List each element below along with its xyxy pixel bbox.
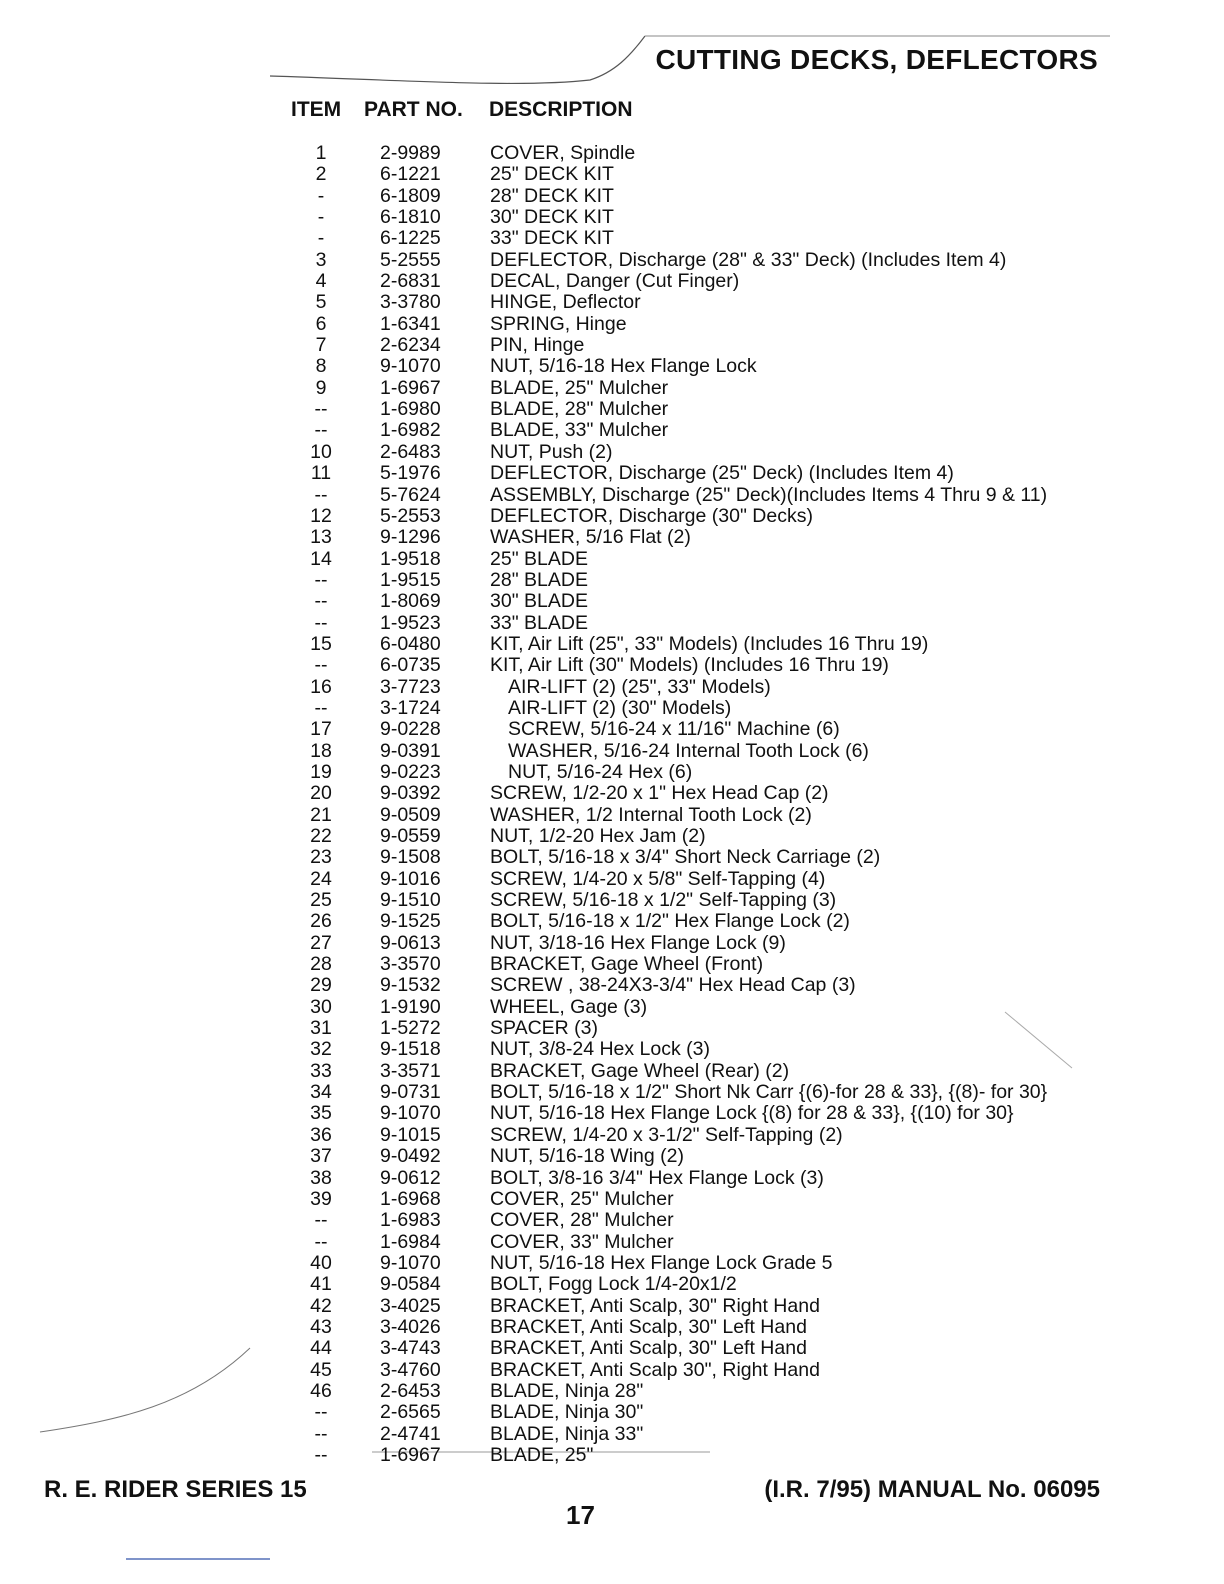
item-number: 29 [310,974,332,997]
item-number: 10 [310,440,332,463]
part-number: 6-1810 [380,206,441,229]
table-row [0,890,1224,911]
part-number: 5-2555 [380,248,441,271]
part-description: AIR-LIFT (2) (25", 33" Models) [508,675,771,698]
table-row [0,271,1224,292]
part-description: NUT, 5/16-18 Wing (2) [490,1145,684,1168]
part-description: NUT, 1/2-20 Hex Jam (2) [490,825,706,847]
item-number: 11 [310,462,332,485]
table-row [0,762,1224,783]
table-row [0,719,1224,740]
part-number: 1-8069 [380,590,441,613]
part-number: 1-6984 [380,1230,441,1253]
part-description: AIR-LIFT (2) (30" Models) [508,696,732,719]
table-row [0,1338,1224,1359]
item-number: 27 [310,931,332,954]
item-number: -- [314,654,328,677]
table-row [0,1146,1224,1167]
item-number: 25 [310,889,332,912]
table-row [0,250,1224,271]
table-row [0,485,1224,506]
part-description: SCREW, 1/4-20 x 3-1/2" Self-Tapping (2) [490,1123,843,1146]
part-number: 6-1225 [380,227,441,250]
part-description: BLADE, 25" Mulcher [490,376,669,399]
table-row [0,975,1224,996]
part-number: 9-1525 [380,910,441,933]
part-number: 3-3570 [380,953,441,976]
part-number: 6-0480 [380,632,441,655]
item-number: -- [314,419,328,442]
part-number: 3-7723 [380,675,441,698]
item-number: -- [314,1443,328,1466]
part-description: BRACKET, Gage Wheel (Front) [490,953,764,976]
item-number: 4 [315,270,327,293]
item-number: -- [314,1401,328,1424]
item-number: 31 [310,1017,332,1040]
table-row [0,186,1224,207]
part-number: 5-7624 [380,483,441,506]
part-description: BOLT, 5/16-18 x 1/2" Short Nk Carr {(6)-for 28 & 33}, {(8)- for 30} [490,1081,1048,1104]
part-description: BLADE, Ninja 28" [490,1379,644,1402]
table-row [0,591,1224,612]
table-row [0,826,1224,847]
table-row [0,783,1224,804]
item-number: 30 [310,995,332,1018]
part-description: BOLT, 5/16-18 x 3/4" Short Neck Carriage (2) [490,846,881,869]
part-description: WASHER, 1/2 Internal Tooth Lock (2) [490,803,812,826]
table-row [0,613,1224,634]
part-number: 1-9523 [380,611,441,634]
part-number: 9-0509 [380,803,441,826]
part-description: BLADE, Ninja 33" [490,1422,644,1445]
part-description: NUT, 5/16-24 Hex (6) [508,760,693,783]
item-number: 7 [315,334,327,357]
item-number: -- [314,1209,328,1232]
item-number: 28 [310,953,332,976]
part-number: 9-0731 [380,1081,441,1104]
item-number: 9 [315,376,327,399]
table-row [0,292,1224,313]
part-description: 30" BLADE [490,590,588,613]
item-number: 18 [310,739,332,762]
part-description: BOLT, 3/8-16 3/4" Hex Flange Lock (3) [490,1166,824,1189]
part-number: 1-6967 [380,376,441,399]
part-description: 33" DECK KIT [490,227,614,250]
part-number: 3-4025 [380,1294,441,1317]
part-description: BRACKET, Anti Scalp, 30" Right Hand [490,1294,820,1317]
item-number: 43 [310,1315,332,1338]
item-number: 35 [310,1102,332,1125]
part-description: BRACKET, Anti Scalp, 30" Left Hand [490,1315,807,1338]
part-number: 3-3780 [380,291,441,314]
part-description: SCREW , 38-24X3-3/4" Hex Head Cap (3) [490,974,856,997]
table-row [0,442,1224,463]
item-number: 12 [310,504,332,527]
part-description: KIT, Air Lift (25", 33" Models) (Includes 16 Thru 19) [490,632,929,655]
table-row [0,506,1224,527]
table-row [0,1168,1224,1189]
part-description: NUT, 5/16-18 Hex Flange Lock [490,355,757,378]
part-number: 6-1809 [380,184,441,207]
column-headers [0,98,1224,126]
part-description: BRACKET, Anti Scalp 30", Right Hand [490,1358,820,1381]
part-number: 9-1015 [380,1123,441,1146]
part-description: SCREW, 1/2-20 x 1" Hex Head Cap (2) [490,782,829,805]
part-description: DEFLECTOR, Discharge (28" & 33" Deck) (Includes Item 4) [490,248,1007,271]
header-description: DESCRIPTION [489,98,633,121]
table-row [0,1253,1224,1274]
footer-manual-number: (I.R. 7/95) MANUAL No. 06095 [764,1476,1100,1503]
table-row [0,655,1224,676]
part-description: NUT, 5/16-18 Hex Flange Lock {(8) for 28 & 33}, {(10) for 30} [490,1102,1014,1125]
part-description: 33" BLADE [490,611,588,634]
part-description: BOLT, Fogg Lock 1/4-20x1/2 [490,1273,737,1296]
part-number: 3-4743 [380,1337,441,1360]
table-row [0,420,1224,441]
part-number: 9-1518 [380,1038,441,1061]
item-number: -- [314,1230,328,1253]
table-row [0,1125,1224,1146]
table-row [0,228,1224,249]
table-row [0,356,1224,377]
part-description: BOLT, 5/16-18 x 1/2" Hex Flange Lock (2) [490,910,850,933]
table-row [0,1317,1224,1338]
part-number: 9-1296 [380,526,441,549]
part-number: 1-9515 [380,568,441,591]
table-row [0,549,1224,570]
table-row [0,847,1224,868]
part-description: SCREW, 1/4-20 x 5/8" Self-Tapping (4) [490,867,826,890]
part-number: 5-1976 [380,462,441,485]
part-description: KIT, Air Lift (30" Models) (Includes 16 Thru 19) [490,654,889,677]
table-row [0,698,1224,719]
table-row [0,1402,1224,1423]
table-row [0,1103,1224,1124]
table-row [0,1018,1224,1039]
table-row [0,143,1224,164]
table-row [0,741,1224,762]
part-description: SPACER (3) [490,1017,598,1040]
part-description: HINGE, Deflector [490,291,641,314]
table-row [0,1210,1224,1231]
item-number: 13 [310,526,332,549]
item-number: 8 [315,355,327,378]
part-description: BRACKET, Anti Scalp, 30" Left Hand [490,1337,807,1360]
part-number: 9-0584 [380,1273,441,1296]
table-row [0,1296,1224,1317]
footer-series: R. E. RIDER SERIES 15 [44,1476,307,1503]
part-number: 9-1070 [380,355,441,378]
item-number: 32 [310,1038,332,1061]
table-row [0,335,1224,356]
part-description: WASHER, 5/16-24 Internal Tooth Lock (6) [508,739,869,762]
part-number: 2-6234 [380,334,441,357]
item-number: 17 [310,718,332,741]
part-number: 9-0613 [380,931,441,954]
part-description: NUT, 5/16-18 Hex Flange Lock Grade 5 [490,1251,833,1274]
part-description: BLADE, 25" [490,1443,594,1466]
part-description: DECAL, Danger (Cut Finger) [490,270,740,293]
part-number: 9-1016 [380,867,441,890]
item-number: 41 [310,1273,332,1296]
part-description: COVER, 25" Mulcher [490,1187,674,1210]
part-number: 3-4026 [380,1315,441,1338]
item-number: -- [314,1422,328,1445]
item-number: 5 [315,291,327,314]
item-number: 44 [310,1337,332,1360]
item-number: 38 [310,1166,332,1189]
table-row [0,1381,1224,1402]
table-row [0,1424,1224,1445]
part-number: 9-1070 [380,1251,441,1274]
item-number: -- [314,696,328,719]
item-number: - [317,227,325,250]
item-number: 34 [310,1081,332,1104]
part-description: SPRING, Hinge [490,312,627,335]
item-number: -- [314,590,328,613]
item-number: 23 [310,846,332,869]
table-row [0,634,1224,655]
item-number: 20 [310,782,332,805]
part-description: BLADE, Ninja 30" [490,1401,644,1424]
table-row [0,869,1224,890]
item-number: 3 [315,248,327,271]
part-number: 3-4760 [380,1358,441,1381]
part-description: COVER, 28" Mulcher [490,1209,674,1232]
part-description: DEFLECTOR, Discharge (30" Decks) [490,504,813,527]
table-row [0,164,1224,185]
item-number: 40 [310,1251,332,1274]
page-number: 17 [566,1500,595,1530]
part-number: 6-0735 [380,654,441,677]
table-row [0,997,1224,1018]
item-number: 16 [310,675,332,698]
item-number: 37 [310,1145,332,1168]
part-number: 9-1532 [380,974,441,997]
part-number: 1-6982 [380,419,441,442]
table-row [0,463,1224,484]
part-description: 30" DECK KIT [490,206,614,229]
table-row [0,805,1224,826]
item-number: 14 [310,547,332,570]
part-number: 9-1070 [380,1102,441,1125]
item-number: 46 [310,1379,332,1402]
part-description: 28" BLADE [490,568,588,591]
part-number: 1-6980 [380,398,441,421]
part-number: 1-6341 [380,312,441,335]
part-number: 1-6968 [380,1187,441,1210]
part-number: 1-9518 [380,547,441,570]
table-row [0,207,1224,228]
item-number: 45 [310,1358,332,1381]
item-number: 36 [310,1123,332,1146]
part-description: COVER, 33" Mulcher [490,1230,674,1253]
table-row [0,570,1224,591]
part-description: 28" DECK KIT [490,184,614,207]
table-row [0,1232,1224,1253]
part-description: NUT, Push (2) [490,440,613,463]
table-row [0,933,1224,954]
part-description: NUT, 3/8-24 Hex Lock (3) [490,1038,710,1061]
item-number: 24 [310,867,332,890]
part-number: 9-0392 [380,782,441,805]
part-description: BRACKET, Gage Wheel (Rear) (2) [490,1059,790,1082]
table-row [0,1061,1224,1082]
item-number: -- [314,568,328,591]
part-description: 25" DECK KIT [490,163,614,186]
part-number: 5-2553 [380,504,441,527]
table-row [0,527,1224,548]
part-number: 1-6983 [380,1209,441,1232]
part-number: 1-9190 [380,995,441,1018]
item-number: 42 [310,1294,332,1317]
part-number: 3-3571 [380,1059,441,1082]
part-description: ASSEMBLY, Discharge (25" Deck)(Includes Items 4 Thru 9 & 11) [490,483,1048,506]
part-description: BLADE, 28" Mulcher [490,398,669,421]
part-number: 1-5272 [380,1017,441,1040]
item-number: 19 [310,760,332,783]
item-number: 6 [315,312,327,335]
part-description: WHEEL, Gage (3) [490,995,648,1018]
part-number: 2-6453 [380,1379,441,1402]
item-number: 26 [310,910,332,933]
table-row [0,314,1224,335]
part-description: 25" BLADE [490,547,588,570]
header-item: ITEM [291,98,342,121]
part-description: SCREW, 5/16-24 x 11/16" Machine (6) [508,718,840,741]
item-number: 22 [310,825,332,847]
part-number: 9-1510 [380,889,441,912]
part-number: 2-6565 [380,1401,441,1424]
item-number: 39 [310,1187,332,1210]
part-description: BLADE, 33" Mulcher [490,419,669,442]
part-number: 2-9989 [380,142,441,164]
item-number: 2 [315,163,327,186]
table-row [0,1039,1224,1060]
header-part-no: PART NO. [364,98,463,121]
part-number: 2-6831 [380,270,441,293]
part-number: 3-1724 [380,696,441,719]
table-row [0,1189,1224,1210]
part-number: 2-4741 [380,1422,441,1445]
item-number: 33 [310,1059,332,1082]
item-number: 21 [310,803,332,826]
item-number: - [317,184,325,207]
table-row [0,1360,1224,1381]
table-row [0,677,1224,698]
part-description: SCREW, 5/16-18 x 1/2" Self-Tapping (3) [490,889,837,912]
table-row [0,1445,1224,1466]
part-description: COVER, Spindle [490,142,636,164]
page-title: CUTTING DECKS, DEFLECTORS [655,44,1098,75]
item-number: 15 [310,632,332,655]
part-number: 9-0492 [380,1145,441,1168]
part-number: 9-0612 [380,1166,441,1189]
item-number: -- [314,398,328,421]
table-row [0,911,1224,932]
part-number: 9-1508 [380,846,441,869]
item-number: -- [314,611,328,634]
item-number: 1 [315,142,327,164]
part-number: 9-0228 [380,718,441,741]
table-row [0,399,1224,420]
item-number: -- [314,483,328,506]
part-description: NUT, 3/18-16 Hex Flange Lock (9) [490,931,786,954]
part-number: 1-6967 [380,1443,441,1466]
table-row [0,954,1224,975]
part-description: DEFLECTOR, Discharge (25" Deck) (Includes Item 4) [490,462,954,485]
parts-list [0,143,1224,1466]
part-number: 9-0559 [380,825,441,847]
part-description: WASHER, 5/16 Flat (2) [490,526,691,549]
item-number: - [317,206,325,229]
part-number: 9-0391 [380,739,441,762]
table-row [0,1082,1224,1103]
table-row [0,378,1224,399]
table-row [0,1274,1224,1295]
part-number: 6-1221 [380,163,441,186]
part-description: PIN, Hinge [490,334,585,357]
part-number: 9-0223 [380,760,441,783]
part-number: 2-6483 [380,440,441,463]
